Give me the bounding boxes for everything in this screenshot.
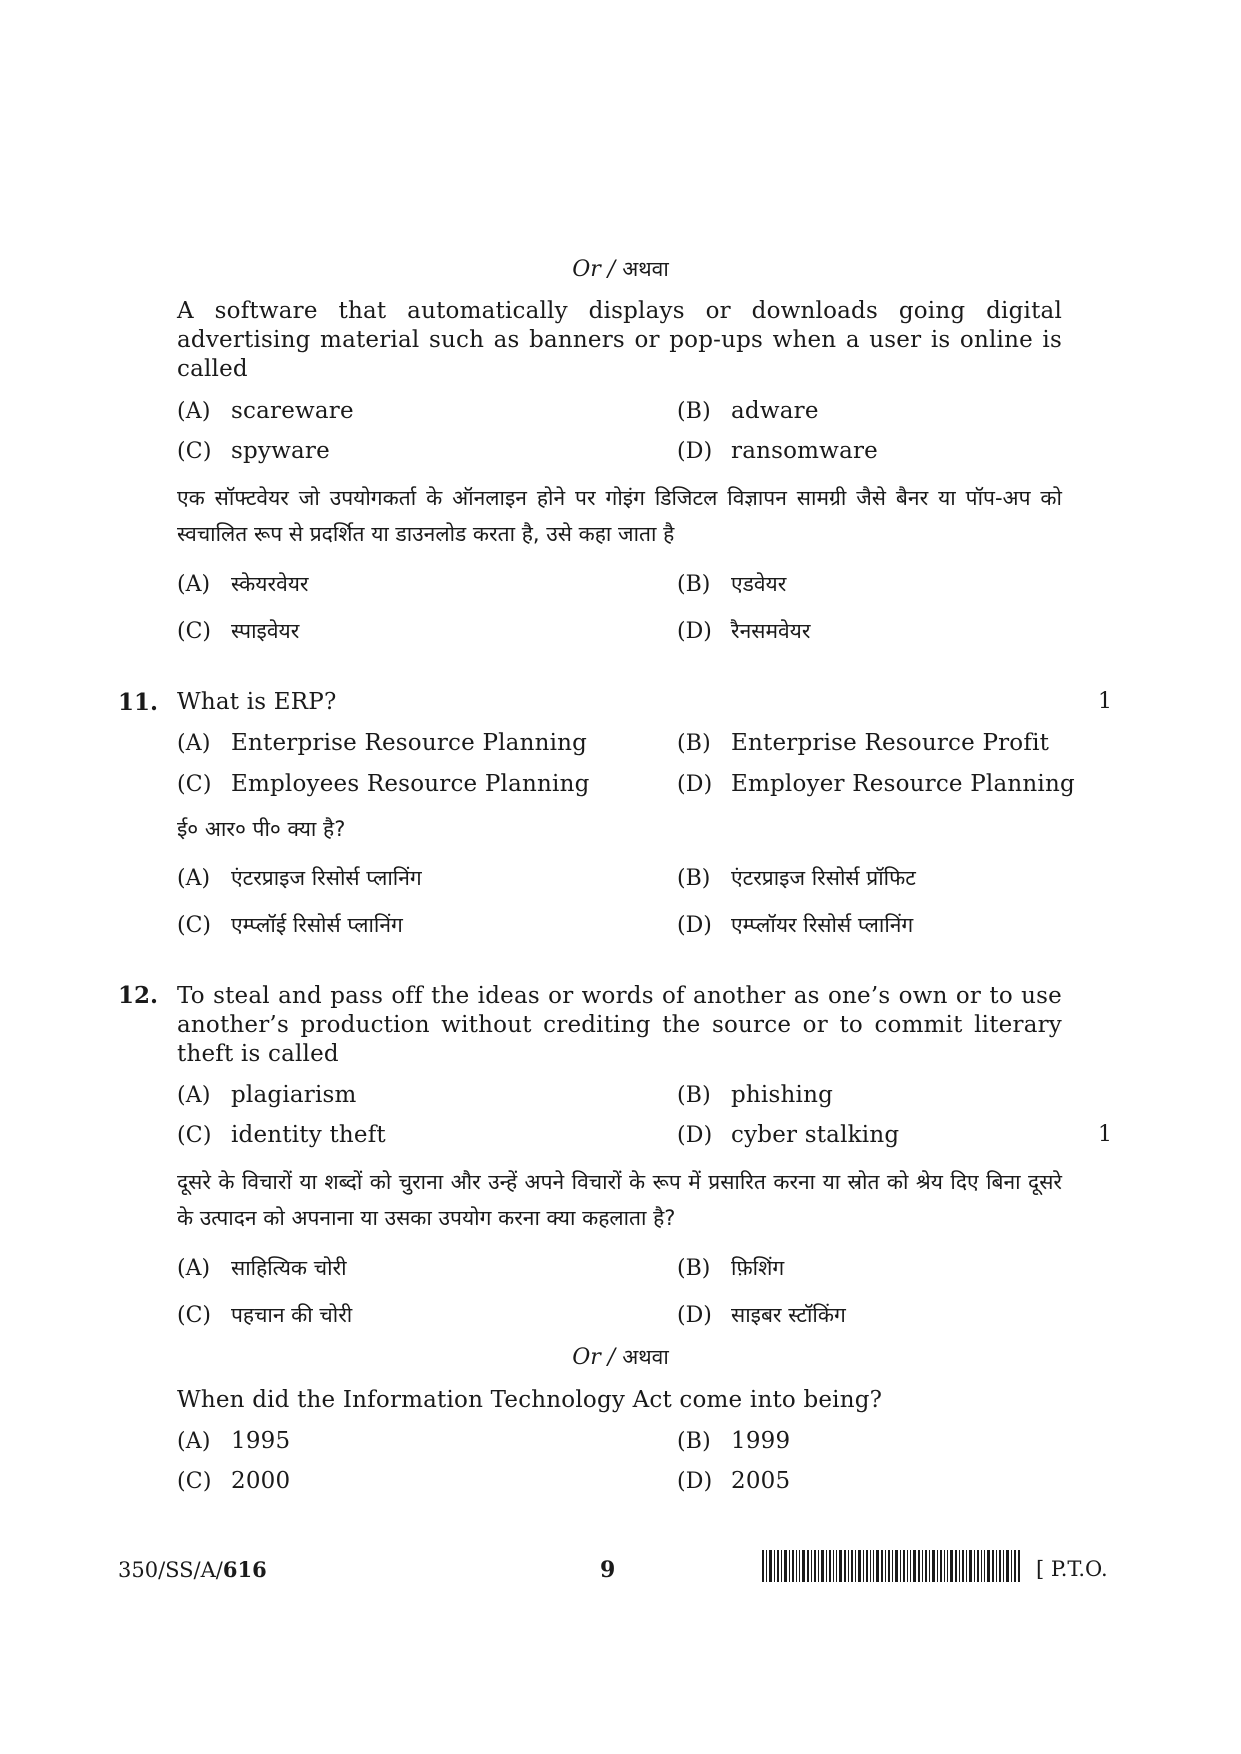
option-d: (D) Employer Resource Planning xyxy=(677,771,1075,797)
option-c: (C) spyware xyxy=(177,438,330,464)
option-c-hi: (C) पहचान की चोरी xyxy=(177,1303,353,1328)
question-text-hi: ई० आर० पी० क्या है? xyxy=(177,817,346,841)
pto-label: [ P.T.O. xyxy=(1036,1557,1108,1581)
option-d: (D) ransomware xyxy=(677,438,878,464)
option-b-hi: (B) फ़िशिंग xyxy=(677,1256,785,1281)
question-number: 12. xyxy=(118,982,159,1009)
question-number: 11. xyxy=(118,689,159,716)
barcode-image xyxy=(762,1550,1020,1582)
option-b: (B) adware xyxy=(677,398,819,424)
or-question-text-en: When did the Information Technology Act come into being? xyxy=(177,1387,883,1413)
page-number: 9 xyxy=(600,1557,616,1583)
option-b-hi: (B) एंटरप्राइज रिसोर्स प्रॉफिट xyxy=(677,866,916,891)
question-text-en: To steal and pass off the ideas or words of another as one’s own or to use another’s production without crediting the source or to commit literary theft is called xyxy=(177,983,1062,1067)
option-c-hi: (C) एम्प्लॉई रिसोर्स प्लानिंग xyxy=(177,913,403,938)
option-d: (D) 2005 xyxy=(677,1468,791,1494)
option-a-hi: (A) स्केयरवेयर xyxy=(177,572,309,597)
option-c: (C) Employees Resource Planning xyxy=(177,771,590,797)
option-b: (B) phishing xyxy=(677,1082,834,1108)
option-d-hi: (D) साइबर स्टॉकिंग xyxy=(677,1303,846,1328)
paper-code: 350/SS/A/616 xyxy=(118,1557,267,1582)
option-b-hi: (B) एडवेयर xyxy=(677,572,787,597)
or-separator: Or / अथवा xyxy=(572,1345,669,1370)
marks: 1 xyxy=(1098,1122,1112,1147)
marks: 1 xyxy=(1098,689,1112,714)
question-text-hi: एक सॉफ्टवेयर जो उपयोगकर्ता के ऑनलाइन होने पर गोइंग डिजिटल विज्ञापन सामग्री जैसे बैनर या पॉप-अप को स्वचालित रूप से प्रदर्शित या डाउनलोड करता है, उसे कहा जाता है xyxy=(177,486,1062,546)
option-c-hi: (C) स्पाइवेयर xyxy=(177,619,300,644)
option-c: (C) identity theft xyxy=(177,1122,386,1148)
option-c: (C) 2000 xyxy=(177,1468,291,1494)
option-a: (A) plagiarism xyxy=(177,1082,357,1108)
option-d: (D) cyber stalking xyxy=(677,1122,900,1148)
question-text-en: What is ERP? xyxy=(177,689,337,715)
option-a-hi: (A) एंटरप्राइज रिसोर्स प्लानिंग xyxy=(177,866,422,891)
option-a: (A) 1995 xyxy=(177,1428,291,1454)
option-d-hi: (D) रैनसमवेयर xyxy=(677,619,811,644)
question-text-hi: दूसरे के विचारों या शब्दों को चुराना और उन्हें अपने विचारों के रूप में प्रसारित करना या स्रोत को श्रेय दिए बिना दूसरे के उत्पादन को अपनाना या उसका उपयोग करना क्या कहलाता है? xyxy=(177,1170,1062,1230)
option-a: (A) Enterprise Resource Planning xyxy=(177,730,588,756)
option-d-hi: (D) एम्प्लॉयर रिसोर्स प्लानिंग xyxy=(677,913,914,938)
or-separator: Or / अथवा xyxy=(572,257,669,282)
option-b: (B) Enterprise Resource Profit xyxy=(677,730,1050,756)
option-b: (B) 1999 xyxy=(677,1428,791,1454)
option-a: (A) scareware xyxy=(177,398,354,424)
option-a-hi: (A) साहित्यिक चोरी xyxy=(177,1256,347,1281)
question-text-en: A software that automatically displays or downloads going digital advertising material such as banners or pop-ups when a user is online is called xyxy=(177,298,1062,382)
